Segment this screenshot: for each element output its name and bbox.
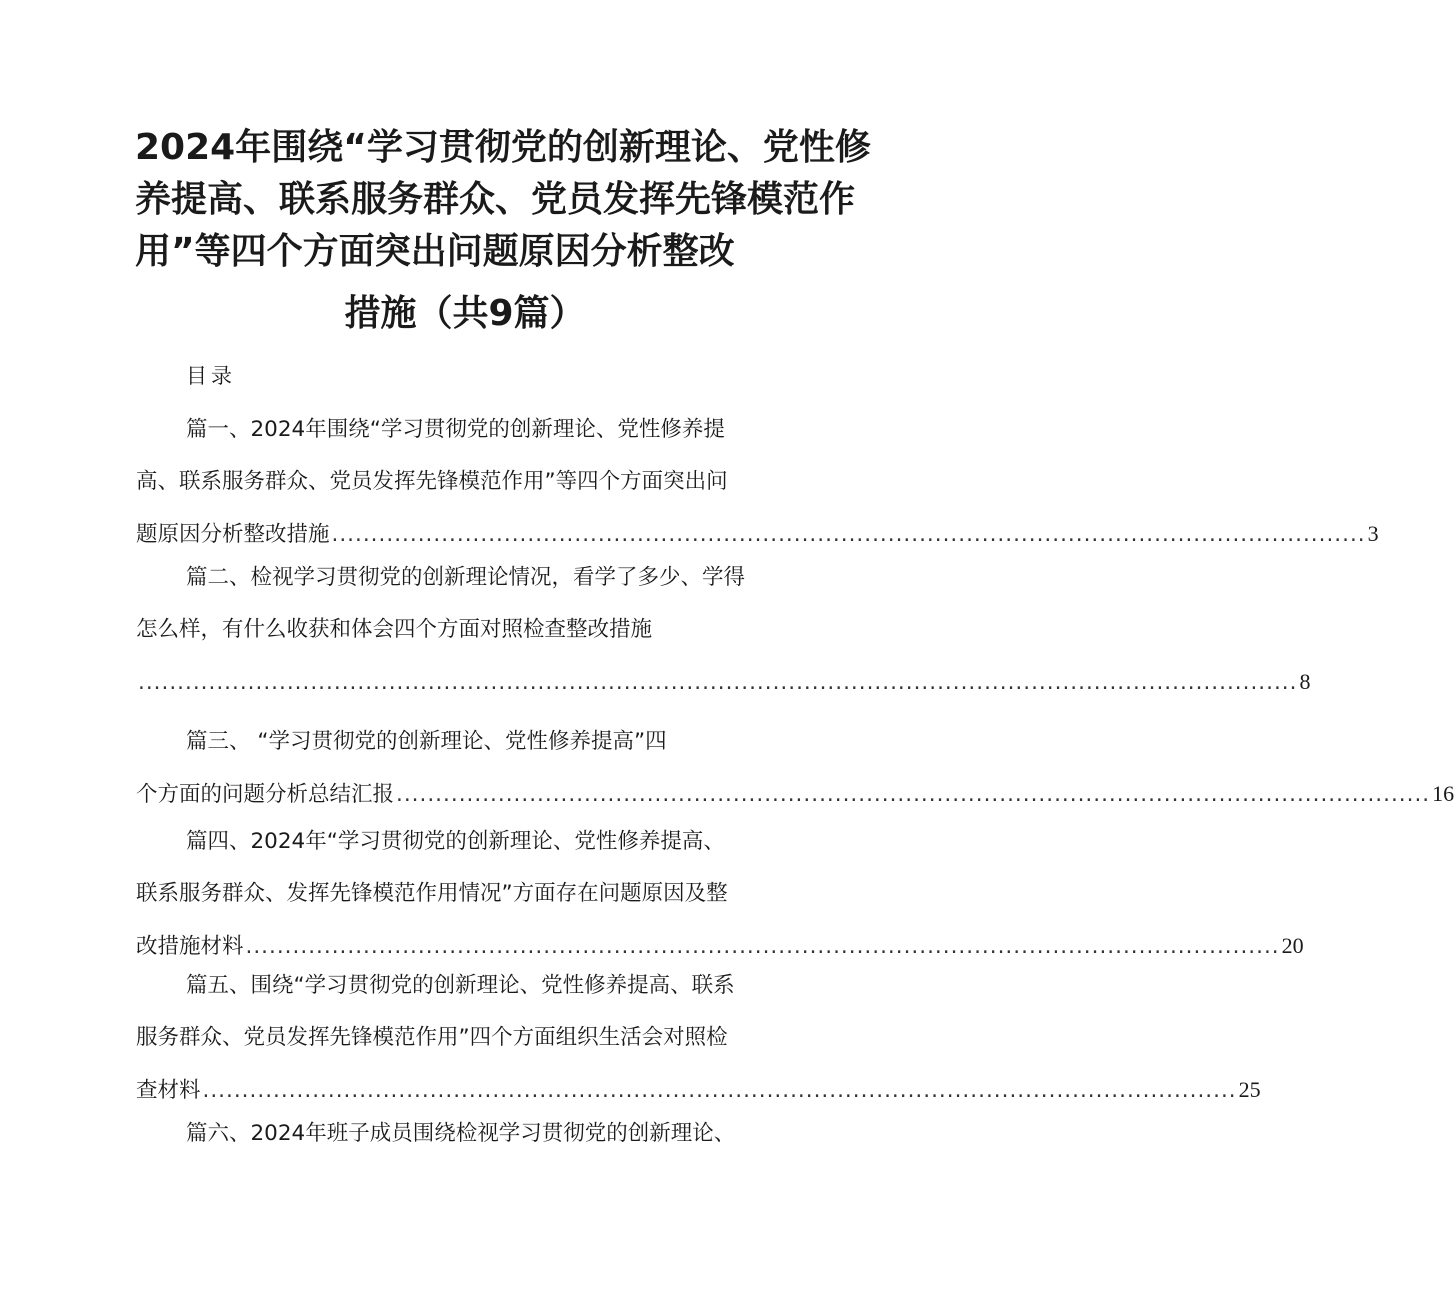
dot-leader: .................................................................................................................................................... [138,670,1298,695]
toc-entry-1[interactable] [136,404,1379,560]
toc-entry-line: 服务群众、党员发挥先锋模范作用”四个方面组织生活会对照检 [136,1025,728,1050]
toc-page-number: 25 [1238,1077,1261,1102]
title-line-3: 用”等四个方面突出问题原因分析整改 [135,231,735,272]
toc-entry-6[interactable] [136,1108,786,1160]
toc-entry-4[interactable] [136,816,1304,972]
toc-entry-3[interactable] [136,716,1454,820]
dot-leader: .................................................................................................................................... [396,782,1431,807]
toc-entry-last-text: 改措施材料 [136,934,244,959]
toc-page-number: 8 [1299,669,1311,694]
title-line-1: 2024年围绕“学习贯彻党的创新理论、党性修 [135,127,871,168]
dot-leader: .................................................................................................................................... [245,934,1280,959]
toc-entry-line: 联系服务群众、发挥先锋模范作用情况”方面存在问题原因及整 [136,881,728,906]
toc-page-number: 3 [1367,521,1379,546]
toc-entry-last-text: 题原因分析整改措施 [136,522,330,547]
dot-leader: .................................................................................................................................... [331,522,1366,547]
toc-entry-leader-line [136,656,1311,708]
toc-entry-5[interactable] [136,960,1261,1116]
toc-entry-line: 篇一、2024年围绕“学习贯彻党的创新理论、党性修养提 [186,417,725,442]
toc-entry-line: 篇二、检视学习贯彻党的创新理论情况，看学了多少、学得 [186,565,746,590]
toc-entry-line: 篇四、2024年“学习贯彻党的创新理论、党性修养提高、 [186,829,725,854]
toc-entry-line: 高、联系服务群众、党员发挥先锋模范作用”等四个方面突出问 [136,469,728,494]
toc-page-number: 16 [1432,781,1454,806]
toc-entry-line: 篇五、围绕“学习贯彻党的创新理论、党性修养提高、联系 [186,973,735,998]
toc-entry-2[interactable] [136,552,1311,708]
toc-heading: 目录 [186,364,236,388]
toc-page-number: 20 [1281,933,1304,958]
document-title [135,122,871,340]
toc-entry-line: 怎么样，有什么收获和体会四个方面对照检查整改措施 [136,617,653,642]
toc-entry-line: 篇三、 “学习贯彻党的创新理论、党性修养提高”四 [186,729,667,754]
title-line-2: 养提高、联系服务群众、党员发挥先锋模范作 [135,179,856,220]
title-line-4: 措施（共9篇） [344,293,586,334]
toc-entry-leader-line [136,768,1454,820]
toc-entry-last-text: 查材料 [136,1078,201,1103]
toc-entry-last-text: 个方面的问题分析总结汇报 [136,782,395,807]
dot-leader: .................................................................................................................................... [202,1078,1237,1103]
toc-entry-line: 篇六、2024年班子成员围绕检视学习贯彻党的创新理论、 [186,1121,736,1146]
